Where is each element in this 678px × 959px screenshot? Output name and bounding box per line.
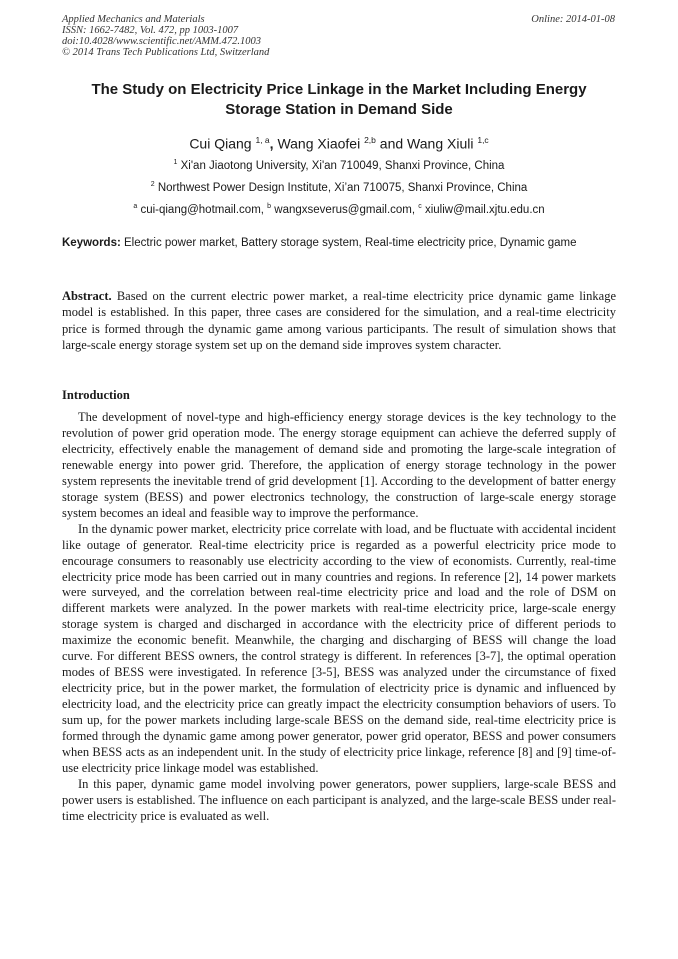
paragraph: The development of novel-type and high-efficiency energy storage devices is the key technology to the revolution of power grid operation mode. The energy storage equipment can achieve the deferred supply of electricity, effectively enable the management of demand side and promoting the large-scale integration of renewable energy into power grid. Therefore, the application of energy storage technology in the power system represents the inevitable trend of grid development [1]. According to the development of batter energy storage system (BESS) and power electronics technology, the construction of large-scale energy storage system becomes an ideal and feasible way to improve the performance. — [62, 410, 616, 520]
email-superscript: a — [133, 203, 138, 210]
keywords-block — [62, 236, 616, 251]
author-separator: and — [379, 135, 404, 152]
email-superscript: c — [418, 203, 422, 210]
online-date: Online: 2014-01-08 — [531, 14, 615, 25]
email-address: xiuliw@mail.xjtu.edu.cn — [424, 203, 545, 216]
journal-info — [62, 14, 269, 58]
affiliation-superscript: 1 — [173, 159, 178, 166]
affiliation-2 — [62, 178, 616, 195]
affiliation-text: Xi'an Jiaotong University, Xi'an 710049, Shanxi Province, China — [180, 159, 505, 172]
abstract-block — [62, 288, 616, 353]
keywords-text: Electric power market, Battery storage system, Real-time electricity price, Dynamic game — [124, 237, 577, 249]
email-line — [62, 200, 616, 217]
journal-name: Applied Mechanics and Materials — [62, 14, 205, 25]
author-name: Cui Qiang — [189, 135, 252, 152]
affiliation-superscript: 2 — [150, 181, 155, 188]
introduction-body — [62, 410, 616, 825]
affiliation-text: Northwest Power Design Institute, Xi’an 710075, Shanxi Province, China — [157, 181, 528, 194]
paragraph: In this paper, dynamic game model involving power generators, power suppliers, large-scale BESS and power users is established. The influence on each participant is analyzed, and the large-scale BESS under real-time electricity price is evaluated as well. — [62, 776, 616, 823]
email-address: wangxseverus@gmail.com, — [274, 203, 416, 216]
abstract-label: Abstract. — [62, 289, 112, 303]
author-superscript: 2,b — [364, 135, 376, 145]
author-name: Wang Xiuli — [407, 135, 474, 152]
doi-line: doi:10.4028/www.scientific.net/AMM.472.1003 — [62, 36, 261, 47]
author-list — [62, 131, 616, 153]
author-superscript: 1, a — [255, 135, 270, 145]
copyright-line: © 2014 Trans Tech Publications Ltd, Switzerland — [62, 47, 270, 58]
paper-title: The Study on Electricity Price Linkage in the Market Including Energy Storage Station in Demand Side — [91, 81, 587, 118]
keywords-label: Keywords: — [62, 237, 121, 249]
paragraph: In the dynamic power market, electricity price correlate with load, and be fluctuate with accidental incident like outage of generator. Real-time electricity price is regarded as a powerful electricity price mode to encourage consumers to reasonably use electricity according to the view of economists. Currently, real-time electricity price mode has been carried out in many countries and regions. In reference [2], 14 power markets were surveyed, and the correlation between real-time electricity price and load and the role of DSM on different markets were analyzed. In the power markets with real-time electricity price, large-scale energy storage system is charged and discharged in accordance with the electricity price of different periods to maximize the economic benefit. Meanwhile, the charging and discharging of BESS will change the load curve. For different BESS owners, the control strategy is different. In references [3-7], the optimal operation modes of BESS were investigated. In reference [3-5], BESS was analyzed under the circumstance of fixed electricity price, but in the power market, the formulation of electricity price is dynamic and influenced by electricity load, and the electricity price can greatly impact the electricity consumption behaviors of users. To sum up, for the power markets including large-scale BESS on the demand side, real-time electricity price is formed through the dynamic game among power generator, power grid operator, BESS and power consumers when BESS acts as an independent unit. In the study of electricity price linkage, reference [8] and [9] time-of-use electricity price linkage model was established. — [62, 521, 616, 775]
affiliation-1 — [62, 156, 616, 173]
author-separator: , — [269, 135, 274, 152]
abstract-text: Based on the current electric power market, a real-time electricity price dynamic game linkage model is established. In this paper, three cases are considered for the simulation, and a real-time electricity price is formed through the dynamic game among various participants. The result of simulation shows that large-scale energy storage system set up on the demand side improves system character. — [62, 289, 616, 352]
email-address: cui-qiang@hotmail.com, — [140, 203, 264, 216]
author-name: Wang Xiaofei — [277, 135, 361, 152]
author-superscript: 1,c — [477, 135, 489, 145]
email-superscript: b — [267, 203, 272, 210]
issn-line: ISSN: 1662-7482, Vol. 472, pp 1003-1007 — [62, 25, 239, 36]
section-heading: Introduction — [62, 388, 130, 402]
